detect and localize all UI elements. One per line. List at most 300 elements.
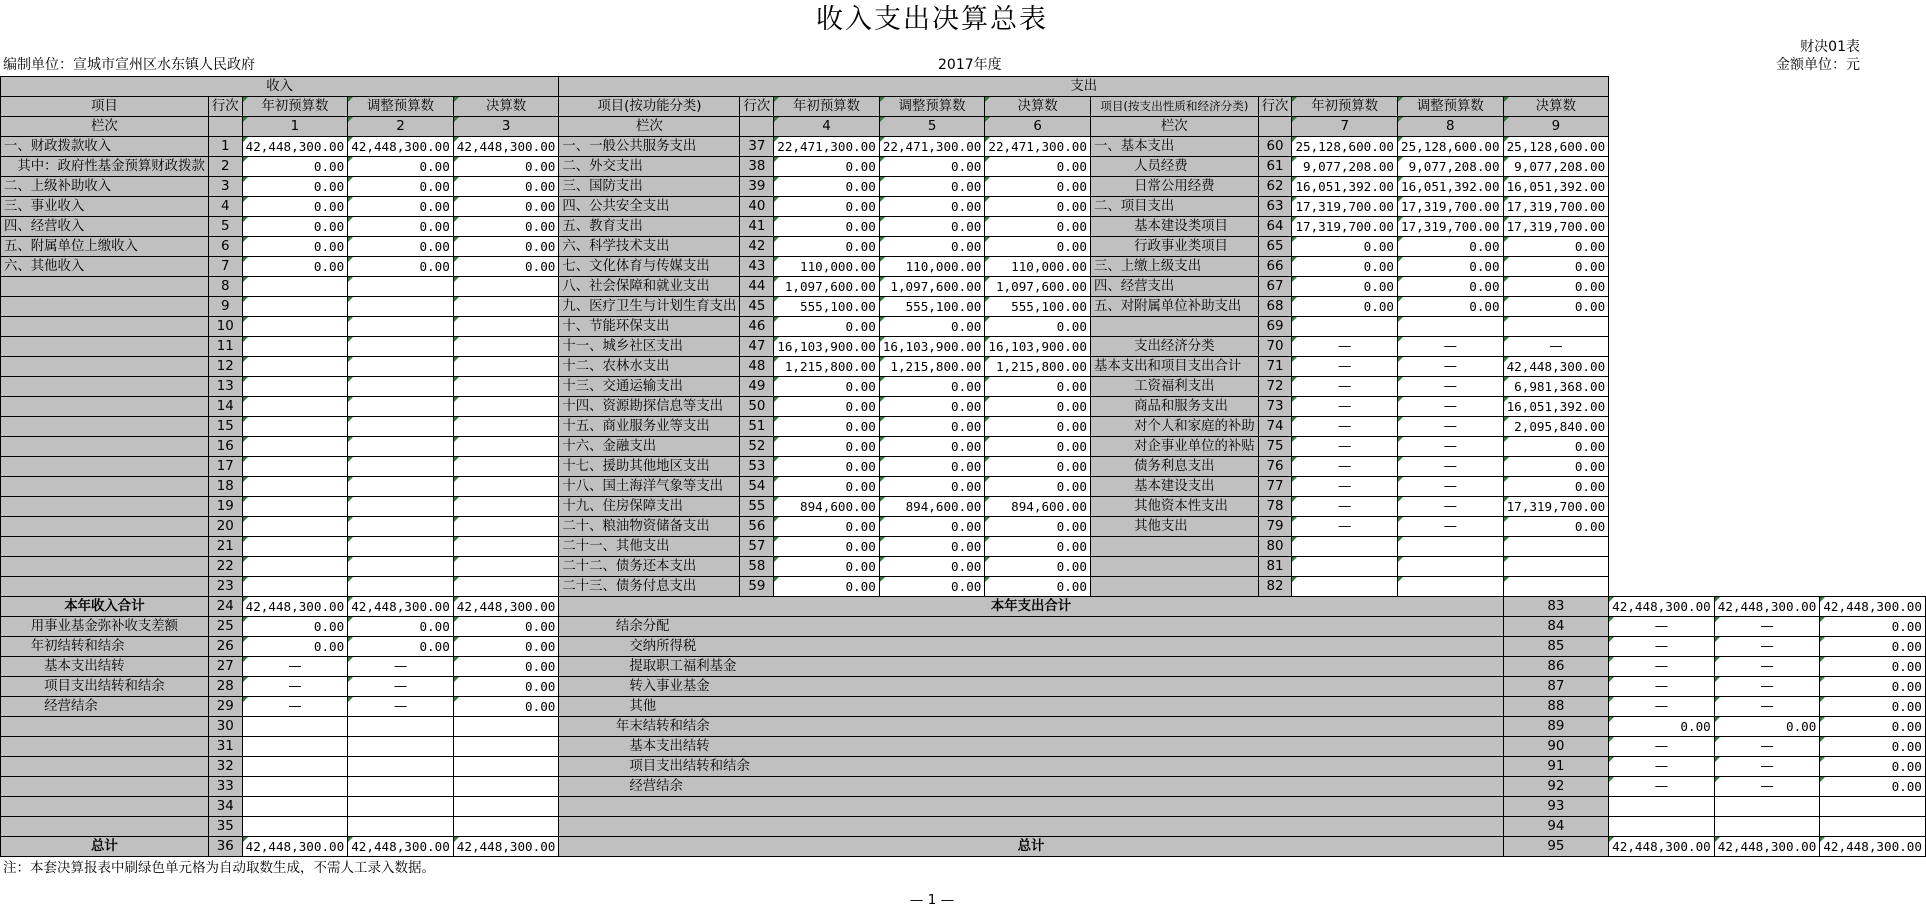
amount-cell bbox=[348, 337, 454, 357]
column-number: 8 bbox=[1398, 117, 1504, 137]
column-label-blank bbox=[740, 117, 774, 137]
row-number: 8 bbox=[208, 277, 242, 297]
row-number: 91 bbox=[1503, 757, 1609, 777]
amount-cell bbox=[242, 517, 348, 537]
amount-cell: 16,103,900.00 bbox=[985, 337, 1091, 357]
column-label-header: 栏次 bbox=[1, 117, 209, 137]
table-row bbox=[1, 177, 1926, 197]
amount-cell: — bbox=[1292, 377, 1398, 397]
amount-cell: 22,471,300.00 bbox=[879, 137, 985, 157]
row-number: 77 bbox=[1258, 477, 1292, 497]
item-label: 十二、农林水支出 bbox=[559, 357, 740, 377]
amount-cell: 0.00 bbox=[348, 157, 454, 177]
amount-cell: 0.00 bbox=[985, 217, 1091, 237]
amount-cell: 0.00 bbox=[985, 517, 1091, 537]
item-label: 四、经营收入 bbox=[1, 217, 209, 237]
column-header: 调整预算数 bbox=[348, 97, 454, 117]
amount-cell: — bbox=[1292, 417, 1398, 437]
amount-cell bbox=[348, 277, 454, 297]
row-number: 37 bbox=[740, 137, 774, 157]
amount-cell: — bbox=[1398, 357, 1504, 377]
amount-cell: 110,000.00 bbox=[774, 257, 880, 277]
amount-cell: 0.00 bbox=[879, 177, 985, 197]
amount-cell: 0.00 bbox=[1820, 757, 1926, 777]
amount-cell: 0.00 bbox=[985, 557, 1091, 577]
amount-cell: — bbox=[1609, 677, 1715, 697]
amount-cell: 1,215,800.00 bbox=[985, 357, 1091, 377]
amount-cell bbox=[242, 737, 348, 757]
amount-cell: 0.00 bbox=[348, 217, 454, 237]
amount-cell bbox=[453, 817, 559, 837]
row-number: 6 bbox=[208, 237, 242, 257]
amount-cell bbox=[453, 457, 559, 477]
amount-cell: 0.00 bbox=[1398, 237, 1504, 257]
table-row bbox=[1, 797, 1926, 817]
footnote: 注：本套决算报表中刷绿色单元格为自动取数生成，不需人工录入数据。 bbox=[3, 860, 435, 876]
amount-cell: 0.00 bbox=[879, 397, 985, 417]
amount-cell: 0.00 bbox=[774, 237, 880, 257]
amount-cell: 0.00 bbox=[879, 157, 985, 177]
item-label: 其他支出 bbox=[1090, 517, 1258, 537]
amount-cell: 1,097,600.00 bbox=[879, 277, 985, 297]
row-number: 24 bbox=[208, 597, 242, 617]
item-label: 十四、资源勘探信息等支出 bbox=[559, 397, 740, 417]
item-label: 二十一、其他支出 bbox=[559, 537, 740, 557]
amount-cell: 42,448,300.00 bbox=[453, 597, 559, 617]
item-label: 五、教育支出 bbox=[559, 217, 740, 237]
amount-cell: 25,128,600.00 bbox=[1292, 137, 1398, 157]
amount-cell: 0.00 bbox=[242, 197, 348, 217]
amount-cell: 0.00 bbox=[879, 517, 985, 537]
row-number: 59 bbox=[740, 577, 774, 597]
amount-cell: 0.00 bbox=[348, 177, 454, 197]
item-label: 二、项目支出 bbox=[1090, 197, 1258, 217]
amount-cell bbox=[242, 357, 348, 377]
table-row bbox=[1, 477, 1926, 497]
amount-cell: 6,981,368.00 bbox=[1503, 377, 1609, 397]
item-label: 用事业基金弥补收支差额 bbox=[1, 617, 209, 637]
item-label: 对个人和家庭的补助 bbox=[1090, 417, 1258, 437]
amount-cell bbox=[1503, 317, 1609, 337]
item-label bbox=[1, 437, 209, 457]
amount-cell: 0.00 bbox=[1292, 257, 1398, 277]
row-number: 81 bbox=[1258, 557, 1292, 577]
amount-cell bbox=[242, 497, 348, 517]
row-number: 12 bbox=[208, 357, 242, 377]
amount-cell: 9,077,208.00 bbox=[1292, 157, 1398, 177]
amount-cell: 22,471,300.00 bbox=[985, 137, 1091, 157]
row-number: 19 bbox=[208, 497, 242, 517]
item-label: 基本支出和项目支出合计 bbox=[1090, 357, 1258, 377]
amount-cell bbox=[453, 757, 559, 777]
item-label: 日常公用经费 bbox=[1090, 177, 1258, 197]
amount-cell: 16,103,900.00 bbox=[879, 337, 985, 357]
amount-cell: 0.00 bbox=[1292, 297, 1398, 317]
amount-cell: — bbox=[1714, 697, 1820, 717]
amount-cell: 1,097,600.00 bbox=[985, 277, 1091, 297]
amount-cell bbox=[453, 277, 559, 297]
item-label: 十三、交通运输支出 bbox=[559, 377, 740, 397]
amount-cell: 0.00 bbox=[1820, 697, 1926, 717]
row-number: 27 bbox=[208, 657, 242, 677]
amount-cell: 0.00 bbox=[985, 397, 1091, 417]
amount-cell bbox=[453, 377, 559, 397]
row-number: 85 bbox=[1503, 637, 1609, 657]
amount-cell: — bbox=[348, 657, 454, 677]
amount-cell: 0.00 bbox=[1714, 717, 1820, 737]
table-row bbox=[1, 837, 1926, 857]
amount-cell bbox=[242, 417, 348, 437]
amount-cell bbox=[348, 497, 454, 517]
item-label bbox=[1, 337, 209, 357]
row-number: 67 bbox=[1258, 277, 1292, 297]
amount-cell: — bbox=[1714, 617, 1820, 637]
amount-cell: 0.00 bbox=[985, 197, 1091, 217]
amount-cell: 17,319,700.00 bbox=[1398, 197, 1504, 217]
row-number: 80 bbox=[1258, 537, 1292, 557]
item-label: 商品和服务支出 bbox=[1090, 397, 1258, 417]
amount-cell bbox=[348, 317, 454, 337]
amount-cell: 0.00 bbox=[1503, 237, 1609, 257]
column-number: 4 bbox=[774, 117, 880, 137]
item-label: 六、科学技术支出 bbox=[559, 237, 740, 257]
amount-cell bbox=[453, 577, 559, 597]
item-label: 项目支出结转和结余 bbox=[1, 677, 209, 697]
row-number: 93 bbox=[1503, 797, 1609, 817]
amount-cell bbox=[453, 437, 559, 457]
amount-cell: 42,448,300.00 bbox=[1820, 837, 1926, 857]
amount-cell: 0.00 bbox=[879, 457, 985, 477]
amount-cell: 0.00 bbox=[985, 537, 1091, 557]
amount-cell: 0.00 bbox=[348, 257, 454, 277]
amount-cell: 16,051,392.00 bbox=[1292, 177, 1398, 197]
amount-cell: 0.00 bbox=[242, 617, 348, 637]
item-label: 二十、粮油物资储备支出 bbox=[559, 517, 740, 537]
row-number: 20 bbox=[208, 517, 242, 537]
row-number: 94 bbox=[1503, 817, 1609, 837]
item-label bbox=[1090, 577, 1258, 597]
table-row bbox=[1, 657, 1926, 677]
amount-cell bbox=[1398, 557, 1504, 577]
column-label-blank bbox=[1258, 117, 1292, 137]
row-number: 49 bbox=[740, 377, 774, 397]
amount-cell bbox=[242, 557, 348, 577]
amount-cell: 0.00 bbox=[242, 637, 348, 657]
item-label bbox=[1090, 537, 1258, 557]
table-row bbox=[1, 297, 1926, 317]
amount-cell: — bbox=[1609, 657, 1715, 677]
row-number: 30 bbox=[208, 717, 242, 737]
item-label: 一、一般公共服务支出 bbox=[559, 137, 740, 157]
amount-cell: 0.00 bbox=[242, 217, 348, 237]
amount-cell: 17,319,700.00 bbox=[1292, 197, 1398, 217]
row-number: 3 bbox=[208, 177, 242, 197]
amount-cell: — bbox=[1398, 457, 1504, 477]
column-number: 2 bbox=[348, 117, 454, 137]
amount-cell: 0.00 bbox=[453, 677, 559, 697]
amount-cell: 0.00 bbox=[453, 217, 559, 237]
amount-cell bbox=[348, 437, 454, 457]
reporting-unit: 编制单位：宣城市宣州区水东镇人民政府 bbox=[3, 57, 255, 73]
item-label: 经营结余 bbox=[1, 697, 209, 717]
amount-cell bbox=[453, 777, 559, 797]
row-number: 40 bbox=[740, 197, 774, 217]
currency-unit: 金额单位：元 bbox=[1776, 57, 1860, 73]
amount-cell bbox=[1503, 557, 1609, 577]
item-label: 六、其他收入 bbox=[1, 257, 209, 277]
item-label: 转入事业基金 bbox=[559, 677, 1503, 697]
row-number: 75 bbox=[1258, 437, 1292, 457]
item-label: 债务利息支出 bbox=[1090, 457, 1258, 477]
column-label-header: 栏次 bbox=[1090, 117, 1258, 137]
item-label: 九、医疗卫生与计划生育支出 bbox=[559, 297, 740, 317]
row-number: 4 bbox=[208, 197, 242, 217]
amount-cell: 0.00 bbox=[774, 557, 880, 577]
row-number: 2 bbox=[208, 157, 242, 177]
column-header: 项目(按支出性质和经济分类) bbox=[1090, 97, 1258, 117]
income-header: 收入 bbox=[1, 77, 559, 97]
amount-cell: 0.00 bbox=[774, 517, 880, 537]
amount-cell bbox=[348, 517, 454, 537]
amount-cell: — bbox=[1609, 617, 1715, 637]
column-number: 3 bbox=[453, 117, 559, 137]
row-number: 31 bbox=[208, 737, 242, 757]
amount-cell bbox=[242, 777, 348, 797]
amount-cell: 0.00 bbox=[348, 237, 454, 257]
amount-cell bbox=[453, 557, 559, 577]
amount-cell: 0.00 bbox=[879, 377, 985, 397]
amount-cell: 0.00 bbox=[1503, 477, 1609, 497]
item-label bbox=[1, 717, 209, 737]
amount-cell: — bbox=[242, 677, 348, 697]
amount-cell bbox=[453, 737, 559, 757]
item-label: 工资福利支出 bbox=[1090, 377, 1258, 397]
amount-cell: 0.00 bbox=[774, 577, 880, 597]
amount-cell: 0.00 bbox=[453, 157, 559, 177]
amount-cell bbox=[348, 577, 454, 597]
item-label: 二、上级补助收入 bbox=[1, 177, 209, 197]
row-number: 32 bbox=[208, 757, 242, 777]
amount-cell: 0.00 bbox=[1503, 437, 1609, 457]
row-number: 92 bbox=[1503, 777, 1609, 797]
amount-cell: 16,051,392.00 bbox=[1503, 177, 1609, 197]
amount-cell: 42,448,300.00 bbox=[242, 837, 348, 857]
amount-cell: 555,100.00 bbox=[774, 297, 880, 317]
row-number: 87 bbox=[1503, 677, 1609, 697]
amount-cell: 0.00 bbox=[453, 257, 559, 277]
item-label: 基本建设支出 bbox=[1090, 477, 1258, 497]
table-row bbox=[1, 537, 1926, 557]
item-label bbox=[1, 277, 209, 297]
row-number: 9 bbox=[208, 297, 242, 317]
item-label: 对企事业单位的补贴 bbox=[1090, 437, 1258, 457]
amount-cell: 0.00 bbox=[1820, 657, 1926, 677]
amount-cell: 0.00 bbox=[1820, 677, 1926, 697]
row-number: 60 bbox=[1258, 137, 1292, 157]
item-label: 五、对附属单位补助支出 bbox=[1090, 297, 1258, 317]
amount-cell bbox=[1503, 577, 1609, 597]
item-label: 十、节能环保支出 bbox=[559, 317, 740, 337]
item-label: 二、外交支出 bbox=[559, 157, 740, 177]
amount-cell bbox=[453, 477, 559, 497]
column-label-blank bbox=[208, 117, 242, 137]
item-label bbox=[1, 537, 209, 557]
amount-cell: 42,448,300.00 bbox=[348, 837, 454, 857]
amount-cell: — bbox=[1398, 397, 1504, 417]
item-label bbox=[1, 817, 209, 837]
expense-header: 支出 bbox=[559, 77, 1609, 97]
amount-cell: 0.00 bbox=[774, 417, 880, 437]
amount-cell: 9,077,208.00 bbox=[1503, 157, 1609, 177]
amount-cell: 0.00 bbox=[879, 437, 985, 457]
amount-cell: — bbox=[1292, 497, 1398, 517]
amount-cell: 0.00 bbox=[774, 477, 880, 497]
column-header: 项目 bbox=[1, 97, 209, 117]
row-number: 25 bbox=[208, 617, 242, 637]
column-header: 行次 bbox=[1258, 97, 1292, 117]
column-number: 7 bbox=[1292, 117, 1398, 137]
table-row bbox=[1, 137, 1926, 157]
amount-cell: 42,448,300.00 bbox=[1820, 597, 1926, 617]
amount-cell: 0.00 bbox=[453, 177, 559, 197]
amount-cell bbox=[242, 317, 348, 337]
row-number: 44 bbox=[740, 277, 774, 297]
row-number: 72 bbox=[1258, 377, 1292, 397]
column-header: 调整预算数 bbox=[879, 97, 985, 117]
item-label bbox=[1, 517, 209, 537]
amount-cell: 22,471,300.00 bbox=[774, 137, 880, 157]
table-row bbox=[1, 557, 1926, 577]
amount-cell bbox=[453, 317, 559, 337]
column-label-header: 栏次 bbox=[559, 117, 740, 137]
amount-cell: 0.00 bbox=[774, 197, 880, 217]
form-code: 财决01表 bbox=[1800, 39, 1860, 55]
item-label bbox=[1, 457, 209, 477]
item-label: 交纳所得税 bbox=[559, 637, 1503, 657]
item-label bbox=[1, 297, 209, 317]
row-number: 64 bbox=[1258, 217, 1292, 237]
amount-cell: 25,128,600.00 bbox=[1503, 137, 1609, 157]
amount-cell: — bbox=[242, 657, 348, 677]
table-row bbox=[1, 597, 1926, 617]
amount-cell: 0.00 bbox=[879, 477, 985, 497]
item-label: 十八、国土海洋气象等支出 bbox=[559, 477, 740, 497]
amount-cell: — bbox=[1292, 457, 1398, 477]
item-label: 十一、城乡社区支出 bbox=[559, 337, 740, 357]
amount-cell bbox=[1820, 797, 1926, 817]
fiscal-year: 2017年度 bbox=[938, 57, 1002, 73]
table-row bbox=[1, 257, 1926, 277]
amount-cell: 0.00 bbox=[774, 157, 880, 177]
row-number: 13 bbox=[208, 377, 242, 397]
item-label: 其他资本性支出 bbox=[1090, 497, 1258, 517]
amount-cell bbox=[242, 757, 348, 777]
row-number: 89 bbox=[1503, 717, 1609, 737]
table-row bbox=[1, 617, 1926, 637]
column-header: 调整预算数 bbox=[1398, 97, 1504, 117]
amount-cell: 42,448,300.00 bbox=[242, 597, 348, 617]
amount-cell: 0.00 bbox=[985, 157, 1091, 177]
row-number: 90 bbox=[1503, 737, 1609, 757]
amount-cell bbox=[242, 437, 348, 457]
amount-cell bbox=[1820, 817, 1926, 837]
item-label: 经营结余 bbox=[559, 777, 1503, 797]
amount-cell bbox=[453, 397, 559, 417]
column-header: 年初预算数 bbox=[242, 97, 348, 117]
amount-cell: 0.00 bbox=[1820, 637, 1926, 657]
amount-cell: 0.00 bbox=[1503, 517, 1609, 537]
row-number: 38 bbox=[740, 157, 774, 177]
amount-cell bbox=[453, 417, 559, 437]
row-number: 17 bbox=[208, 457, 242, 477]
amount-cell bbox=[242, 797, 348, 817]
amount-cell: — bbox=[1398, 417, 1504, 437]
amount-cell bbox=[348, 457, 454, 477]
table-row bbox=[1, 237, 1926, 257]
row-number: 33 bbox=[208, 777, 242, 797]
amount-cell bbox=[348, 557, 454, 577]
amount-cell: 42,448,300.00 bbox=[1609, 837, 1715, 857]
amount-cell bbox=[1714, 797, 1820, 817]
amount-cell bbox=[348, 537, 454, 557]
item-label: 行政事业类项目 bbox=[1090, 237, 1258, 257]
amount-cell bbox=[453, 517, 559, 537]
amount-cell bbox=[1398, 577, 1504, 597]
amount-cell bbox=[242, 457, 348, 477]
amount-cell bbox=[242, 717, 348, 737]
amount-cell: 0.00 bbox=[1503, 457, 1609, 477]
item-label: 十五、商业服务业等支出 bbox=[559, 417, 740, 437]
amount-cell: — bbox=[1609, 757, 1715, 777]
table-row bbox=[1, 357, 1926, 377]
amount-cell: — bbox=[1292, 517, 1398, 537]
amount-cell: 17,319,700.00 bbox=[1503, 197, 1609, 217]
item-label: 提取职工福利基金 bbox=[559, 657, 1503, 677]
row-number: 10 bbox=[208, 317, 242, 337]
amount-cell: 0.00 bbox=[242, 257, 348, 277]
amount-cell: — bbox=[1398, 497, 1504, 517]
item-label: 基本支出结转 bbox=[1, 657, 209, 677]
amount-cell bbox=[1292, 557, 1398, 577]
table-row bbox=[1, 677, 1926, 697]
column-number: 1 bbox=[242, 117, 348, 137]
amount-cell: 0.00 bbox=[774, 537, 880, 557]
amount-cell: 0.00 bbox=[985, 477, 1091, 497]
row-number: 16 bbox=[208, 437, 242, 457]
amount-cell: — bbox=[1292, 477, 1398, 497]
item-label: 八、社会保障和就业支出 bbox=[559, 277, 740, 297]
amount-cell: 25,128,600.00 bbox=[1398, 137, 1504, 157]
item-label bbox=[1, 497, 209, 517]
amount-cell: — bbox=[1714, 737, 1820, 757]
amount-cell: 1,215,800.00 bbox=[879, 357, 985, 377]
amount-cell: — bbox=[1714, 757, 1820, 777]
row-number: 52 bbox=[740, 437, 774, 457]
item-label: 本年收入合计 bbox=[1, 597, 209, 617]
amount-cell: — bbox=[1609, 777, 1715, 797]
amount-cell: 0.00 bbox=[453, 657, 559, 677]
amount-cell bbox=[1503, 537, 1609, 557]
amount-cell: — bbox=[1398, 337, 1504, 357]
row-number: 5 bbox=[208, 217, 242, 237]
amount-cell bbox=[242, 377, 348, 397]
amount-cell: 42,448,300.00 bbox=[1714, 837, 1820, 857]
amount-cell bbox=[242, 537, 348, 557]
amount-cell: 110,000.00 bbox=[879, 257, 985, 277]
amount-cell bbox=[348, 737, 454, 757]
amount-cell: 0.00 bbox=[985, 377, 1091, 397]
item-label bbox=[1, 577, 209, 597]
